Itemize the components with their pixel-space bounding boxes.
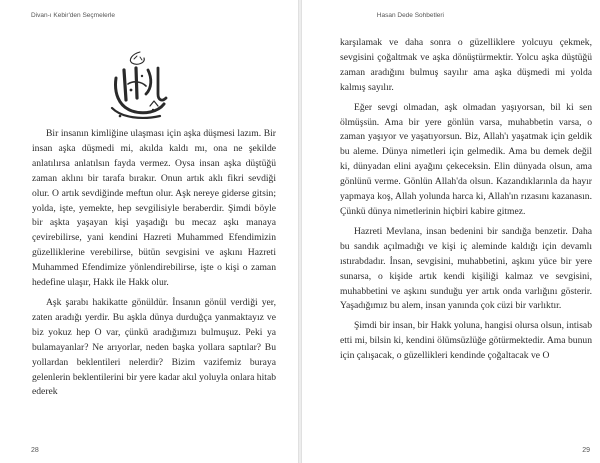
paragraph: Eğer sevgi olmadan, aşk olmadan yaşıyorsan, bil ki sen ölmüşsün. Ama bir yere gönlün varsa, muhabbetin varsa, o zaman yaşıyor ve yaşatıyorsun. Biz, Allah'ı yaşatmak için geldik bu aleme. Dünya nimetleri için gelmedik. Ama bu demek değil ki, dünyadan elini ayağını çekeceksin. Elin dünyada olsun, ama gönlünü verme. Gönlün Allah'da olsun. Kazandıklarınla da hayır yapmaya koş, Allah yolunda harca ki, Allah'ın rızasını kazanasın. Çünkü dünya nimetlerinin hiçbiri kabire gitmez. bbox=[340, 101, 592, 217]
left-page bbox=[0, 0, 298, 463]
running-head-right: Hasan Dede Sohbetleri bbox=[376, 12, 444, 19]
paragraph: Şimdi bir insan, bir Hakk yoluna, hangisi olursa olsun, intisab etti mi, bilsin ki, kendini ölümsüzlüğe götürmektedir. Ama bunun için çalışacak, o güzellikleri kendinde çoğaltacak ve O bbox=[340, 320, 592, 362]
left-body-text bbox=[32, 127, 276, 405]
running-head-left: Divan-ı Kebir'den Seçmelerle bbox=[31, 12, 115, 19]
right-page bbox=[302, 0, 600, 463]
paragraph: Bir insanın kimliğine ulaşması için aşka düşmesi lazım. Bir insan aşka düşmedi mi, akılda kaldı mı, ona ne şekilde anlatılırsa anlatılsın fayda vermez. Oysa insan aşka düştüğü zaman aklını bir tarafa bırakır. Onun artık aklı fikri sevdiği olur. O artık sevdiğinde meftun olur. Aşk nereye giderse gitsin; yolda, işte, yemekte, hep sevgilisiyle beraberdir. Şimdi böyle bir aşkta yaşayan kişi yaşadığı bu mecaz aşkı manaya çevirebilirse, yani kendini Hazreti Muhammed Efendimizin güzelliklerine verebilirse, bütün sevgisini ve aşkını Hazreti Muhammed Efendimize yönlendirebilirse, işte o kişi o zaman hedefine ulaşır, Hakk ile Hakk olur. bbox=[32, 128, 276, 289]
paragraph: Aşk şarabı hakikatte gönüldür. İnsanın gönül verdiği yer, zaten aradığı yerdir. Bu aşkla dünya durduğça yanmaktayız ve biz yokuz hep O var, çünkü aradığımızı bulmuşuz. Peki ya bulamayanlar? Ne arıyorlar, neden başka yollara saptılar? Bu yollardan beklentileri nelerdir? Bizim vazifemiz buraya gelenlerin beklentilerini bir yere kadar akıl yoluyla onlara hitab ederek bbox=[32, 296, 276, 398]
page-number-right: 29 bbox=[582, 447, 590, 454]
page-number-left: 28 bbox=[31, 447, 39, 454]
right-body-text bbox=[340, 36, 592, 369]
paragraph: Hazreti Mevlana, insan bedenini bir sandığa benzetir. Daha bu sandık açılmadığı ve kişi iç aleminde kaldığı için devamlı ıstırabdadır. İnsan, sevgisini, muhabbetini, aşkını yüce bir yere sunarsa, o kişide artık kendi kişiliği kalmaz ve sevgisini, muhabbetini ve aşkını sunduğu yer artık onda varlığını gösterir. Yaşadığımız bu alem, insan yanında çok cüzi bir varlıktır. bbox=[340, 225, 592, 312]
calligraphy-seal-icon bbox=[106, 48, 174, 124]
paragraph: karşılamak ve daha sonra o güzelliklere yolcuyu çekmek, sevgisini çoğaltmak ve aşka dönüştürmektir. Yolcu aşka düştüğü zaman aradığını bulmuş sayılır ama aşka düşmedi mi yolda kalmış sayılır. bbox=[340, 37, 592, 93]
